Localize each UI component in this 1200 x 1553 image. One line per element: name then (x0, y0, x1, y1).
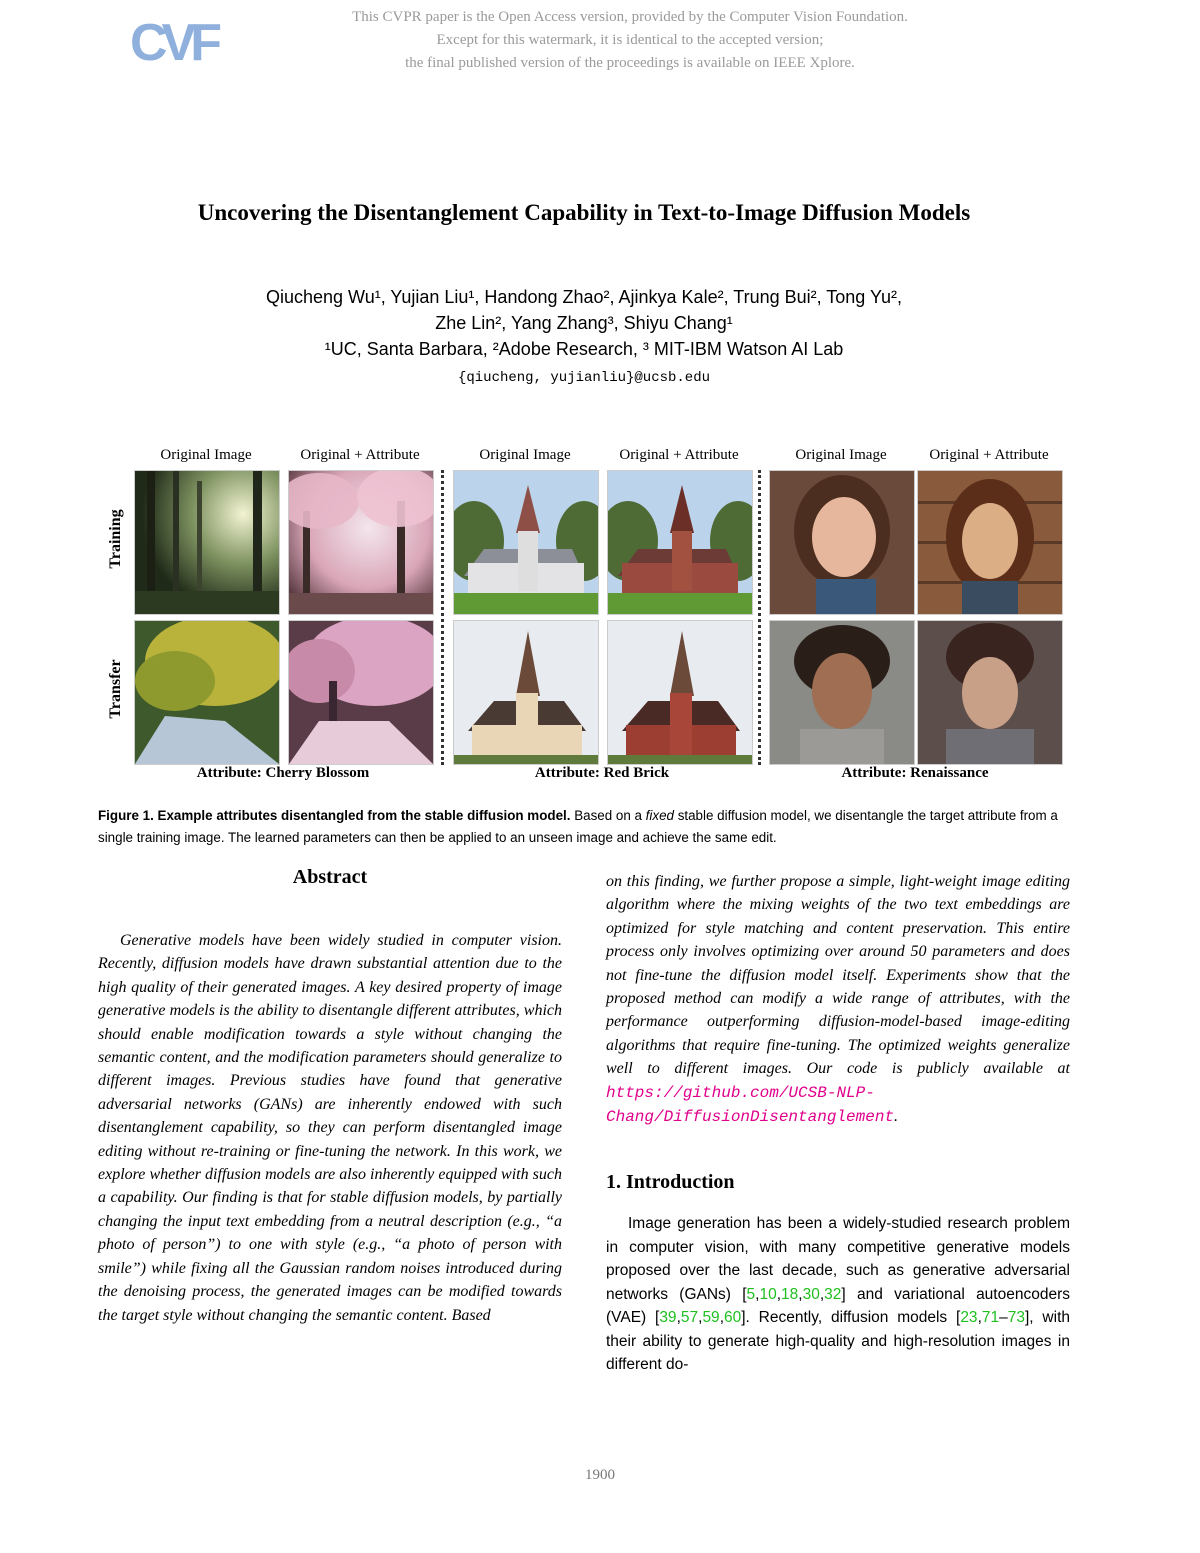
figure-divider (441, 470, 444, 765)
woman-renaissance-image (917, 470, 1063, 615)
watermark-line: This CVPR paper is the Open Access version, provided by the Computer Vision Foundation. (352, 9, 908, 25)
citation-link[interactable]: 73 (1007, 1309, 1025, 1327)
citation-link[interactable]: 57 (680, 1309, 699, 1327)
svg-text:CVF: CVF (130, 14, 216, 68)
introduction-body: Image generation has been a widely-studied research problem in computer vision, with many competitive generative models proposed over the last decade, such as generative adversarial networks (GANs) [5,10,18,30,32] and variational autoencoders (VAE) [39,57,59,60]. Recently, diffusion models [23,71–73], with their ability to generate high-quality and high-resolution images in different do- (606, 1215, 1070, 1373)
river-cherry-blossom-image (288, 620, 434, 765)
attribute-label: Attribute: Renaissance (841, 765, 989, 781)
col-header-attribute: Original + Attribute (929, 447, 1049, 463)
left-column (98, 866, 562, 1327)
col-header-original: Original Image (479, 447, 571, 463)
caption-text: Based on a (570, 808, 646, 823)
citation-link[interactable]: 71 (981, 1309, 1000, 1327)
citation-link[interactable]: 30 (802, 1285, 820, 1303)
col-header-original: Original Image (160, 447, 252, 463)
introduction-heading: 1. Introduction (606, 1171, 735, 1194)
open-access-watermark (240, 6, 1020, 75)
affiliations: ¹UC, Santa Barbara, ²Adobe Research, ³ MIT-IBM Watson AI Lab (324, 339, 844, 359)
author-block (0, 284, 1168, 362)
woman2-renaissance-image (917, 620, 1063, 765)
intro-text: ] and variational autoencoders (VAE) [ (606, 1285, 1070, 1327)
church-transfer-original-image (453, 620, 599, 765)
col-header-attribute: Original + Attribute (300, 447, 420, 463)
river-original-image (134, 620, 280, 765)
authors-line: Zhe Lin², Yang Zhang³, Shiyu Chang¹ (435, 313, 733, 333)
abstract-body: Generative models have been widely studied in computer vision. Recently, diffusion models have drawn substantial attention due to the high quality of their generated images. A key desired property of image generative models is the ability to disentangle different attributes, which should enable modification towards a style without changing the semantic content, and the modification parameters should generalize to different images. Previous studies have found that generative adversarial networks (GANs) are inherently endowed with such disentanglement capability, so they can perform disentangled image editing without re-training or fine-tuning the network. In this work, we explore whether diffusion models are also inherently equipped with such a capability. Our finding is that for stable diffusion models, by partially changing the input text embedding from a neutral description (e.g., “a photo of person”) to one with style (e.g., “a photo of person with smile”) while fixing all the Gaussian random noises introduced during the denoising process, the generated images can be modified towards the target style without changing the semantic content. Based (98, 932, 562, 1324)
woman-original-image (769, 470, 915, 615)
citation-link[interactable]: 10 (759, 1285, 777, 1303)
row-label-training: Training (107, 509, 124, 569)
caption-lead: Figure 1. Example attributes disentangled from the stable diffusion model. (98, 808, 571, 823)
citation-dash: – (999, 1309, 1008, 1327)
cvf-logo (130, 12, 222, 68)
abstract-continued (606, 870, 1070, 1129)
forest-original-image (134, 470, 280, 615)
forest-cherry-blossom-image (288, 470, 434, 615)
citation-link[interactable]: 23 (960, 1309, 978, 1327)
figure-divider (758, 470, 761, 765)
author-email: {qiucheng, yujianliu}@ucsb.edu (457, 370, 711, 386)
church-original-image (453, 470, 599, 615)
citation-link[interactable]: 5 (746, 1285, 756, 1303)
attribute-label: Attribute: Red Brick (534, 765, 670, 781)
church-red-brick-image (607, 470, 753, 615)
watermark-line: the final published version of the proceedings is available on IEEE Xplore. (405, 55, 855, 71)
col-header-attribute: Original + Attribute (619, 447, 739, 463)
right-column (606, 870, 1070, 1376)
authors-line: Qiucheng Wu¹, Yujian Liu¹, Handong Zhao², Ajinkya Kale², Trung Bui², Tong Yu², (265, 287, 903, 307)
citation-link[interactable]: 59 (702, 1309, 720, 1327)
woman2-original-image (769, 620, 915, 765)
abstract-end: . (894, 1108, 899, 1126)
intro-text: ], with their ability to generate high-quality and high-resolution images in different do- (606, 1309, 1070, 1373)
intro-text: ]. Recently, diffusion models [ (741, 1309, 961, 1327)
citation-link[interactable]: 32 (824, 1285, 842, 1303)
row-label-transfer: Transfer (107, 659, 124, 719)
citation-link[interactable]: 60 (724, 1309, 742, 1327)
watermark-line: Except for this watermark, it is identical to the accepted version; (436, 32, 824, 48)
figure-caption (98, 805, 1070, 849)
intro-text: Image generation has been a widely-studied research problem in computer vision, with many competitive generative models proposed over the last decade, such as generative adversarial networks (GANs) [ (606, 1215, 1070, 1303)
citation-link[interactable]: 18 (781, 1285, 799, 1303)
code-link[interactable]: https://github.com/UCSB-NLP-Chang/DiffusionDisentanglement (606, 1083, 895, 1127)
citation-link[interactable]: 39 (659, 1309, 677, 1327)
caption-text: stable diffusion model, we disentangle the target attribute from a single training image. The learned parameters can then be applied to an unseen image and achieve the same edit. (98, 808, 1058, 845)
col-header-original: Original Image (795, 447, 887, 463)
abstract-continued-text: on this finding, we further propose a simple, light-weight image editing algorithm where the mixing weights of the two text embeddings are optimized for style matching and content preservation. This entire process only involves optimizing over around 50 parameters and does not fine-tune the diffusion model itself. Experiments show that the proposed method can modify a wide range of attributes, with the performance outperforming diffusion-model-based image-editing algorithms that require fine-tuning. The optimized weights generalize well to different images. Our code is publicly available at (606, 873, 1070, 1078)
attribute-label: Attribute: Cherry Blossom (196, 765, 370, 781)
abstract-heading: Abstract (292, 866, 368, 888)
church-transfer-red-brick-image (607, 620, 753, 765)
page-number: 1900 (585, 1467, 615, 1483)
paper-title: Uncovering the Disentanglement Capability in Text-to-Image Diffusion Models (197, 200, 971, 225)
caption-emphasis: fixed (645, 808, 674, 823)
